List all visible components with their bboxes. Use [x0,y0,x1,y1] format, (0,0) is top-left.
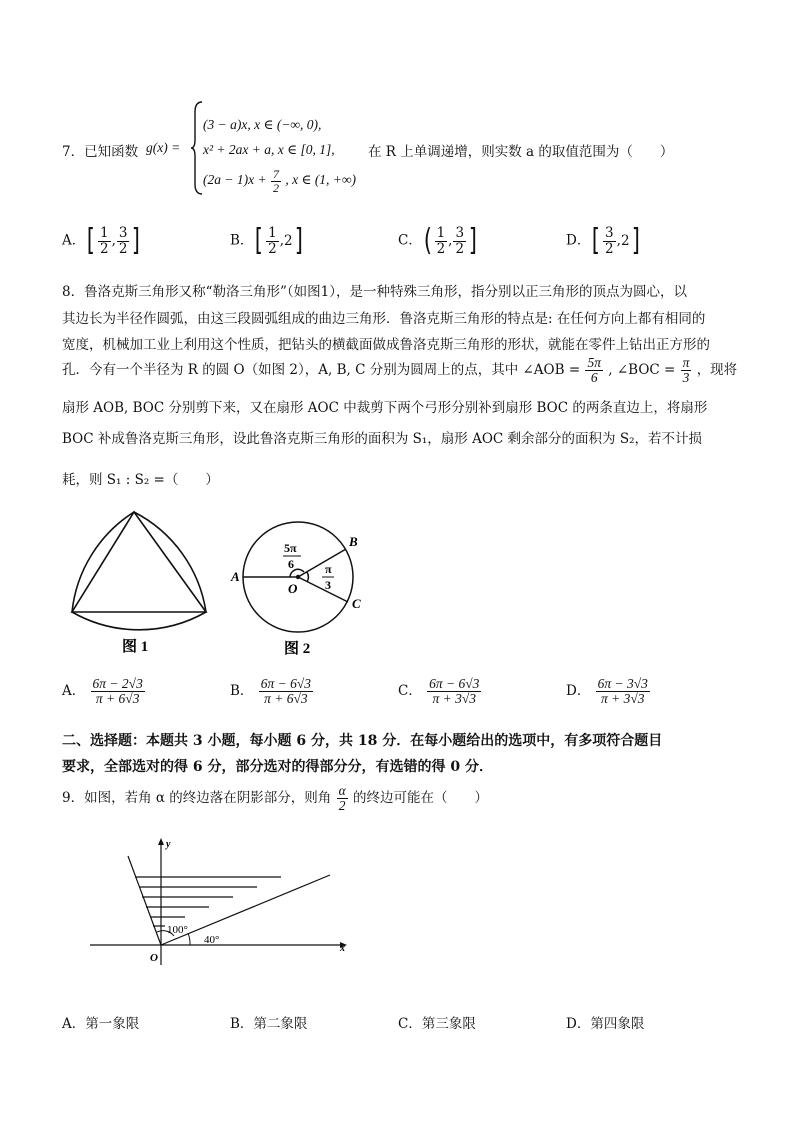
option-label: B． [230,1016,254,1032]
frac [427,677,481,706]
q7-piece-3-den: 2 [272,180,279,195]
option-label: A． [62,683,86,700]
option-label: C． [398,1016,422,1032]
frac [91,677,145,706]
num: 5π [587,355,601,370]
figure-1-reuleaux-triangle [60,500,220,660]
q9-text-b: 的终边可能在（ ） [352,790,488,807]
option-label: C． [398,683,422,700]
bracket-close: ] [132,223,141,258]
q7-option-d[interactable]: D．[ $\frac{3}{2}$ ,2] [566,223,640,258]
q9-option-c[interactable] [398,1012,476,1032]
value: 2 [620,233,630,249]
value: 2 [284,233,293,249]
option-text: 第二象限 [253,1016,308,1032]
den: 2 [268,240,277,257]
bracket-open: [ [592,223,601,258]
frac [603,226,616,255]
num: 6π − 6√3 [429,676,480,691]
q9-option-a[interactable] [62,1012,139,1032]
q8-option-a[interactable] [62,677,146,706]
q9-text-a: 9．如图，若角 α 的终边落在阴影部分，则角 [62,790,332,807]
option-label: C． [398,232,422,249]
num: 6π − 3√3 [597,676,648,691]
den: 2 [436,240,446,257]
section-2-line-1: 二、选择题：本题共 3 小题，每小题 6 分，共 18 分．在每小题给出的选项中，有多项符合题目 [62,733,663,749]
frac [266,226,279,255]
q8-line-3: 宽度，机械加工业上利用这个性质，把钻头的横截面做成鲁洛克斯三角形的形状，就能在零件上钻出正方形的 [62,337,710,353]
q8-line-5: 扇形 AOB, BOC 分别剪下来，又在扇形 AOC 中裁剪下两个弓形分别补到扇形 BOC 的两条直边上，将扇形 [62,400,708,416]
figure-2-caption: 图 2 [284,641,311,657]
den: 2 [605,240,614,257]
den: π + 3√3 [427,691,481,706]
q7-option-b[interactable]: B．[ $\frac{1}{2}$ ,2] [230,223,303,258]
radius-oc [298,577,348,602]
q8-line-2: 其边长为半径作圆弧，由这三段圆弧组成的曲边三角形．鲁洛克斯三角形的特点是: 在任何方向上都有相同的 [62,311,706,327]
label-b: B [349,534,358,549]
q7-piece-3-coef: (2a − 1)x + [203,172,267,188]
den: π + 6√3 [259,691,313,706]
den: 6 [585,370,603,385]
left-brace-icon [190,100,204,196]
option-label: D． [566,683,591,700]
q8-line-1: 8．鲁洛克斯三角形又称“勒洛三角形”（如图1），是一种特殊三角形，指分别以正三角形的顶点为圆心，以 [62,284,687,300]
q7-option-a[interactable]: A．[ $\frac{1}{2}$ , $\frac{3}{2}$ ] [62,223,141,258]
q9-half-alpha-frac [337,784,348,813]
q8-line-4-b: , ∠BOC = [608,362,676,379]
q9-option-b[interactable] [230,1012,307,1032]
angle-boc-den: 3 [325,578,331,592]
option-text: 第四象限 [590,1016,645,1032]
num: 6π − 2√3 [92,676,143,691]
frac [117,226,130,255]
figure-2-circle [228,515,388,660]
frac [98,226,111,255]
bracket-open: [ [255,223,264,258]
ray-100-degrees [128,856,161,945]
den: π + 6√3 [91,691,145,706]
q7-piece-1: (3 − a)x, x ∈ (−∞, 0), [203,117,322,132]
q7-piece-3-fraction [271,168,281,194]
q7-suffix: 在 R 上单调递增，则实数 a 的取值范围为（ ） [368,144,674,160]
label-a: A [231,569,240,584]
figure-1-caption: 图 1 [122,639,149,655]
num: α [338,783,346,798]
q7-piece-3-num: 7 [272,167,279,181]
angle-aob-den: 6 [288,557,294,571]
den: 2 [99,240,109,257]
q7-piece-3-domain: , x ∈ (1, +∞) [285,172,357,188]
q8-angle-aob-frac [585,356,603,385]
den: 3 [681,370,692,385]
bracket-open: [ [87,223,96,258]
num: 3 [605,225,614,242]
q7-piece-2: x² + 2ax + a, x ∈ [0, 1], [203,142,335,157]
q7-func-name: g(x) = [146,140,181,155]
inner-triangle [72,512,206,612]
center-point [296,575,300,579]
bracket-close: ] [631,223,640,258]
bracket-close: ] [468,223,478,258]
option-text: 第三象限 [421,1016,476,1032]
q7-option-c[interactable]: C．( $\frac{1}{2}$ , $\frac{3}{2}$ ] [398,223,478,258]
option-label: A． [62,232,86,249]
frac [596,677,650,706]
frac [259,677,313,706]
q9-option-d[interactable] [566,1012,644,1032]
frac [435,226,448,255]
q8-line-4-c: ，现将 [696,362,738,379]
radius-ob [298,549,346,577]
q9-figure-angle-region [85,835,355,970]
bracket-open: ( [423,223,432,258]
option-label: A． [62,1016,86,1032]
option-label: B． [230,683,254,700]
frac [453,226,466,255]
angle-boc-arc [307,572,308,582]
q8-line-4 [62,356,737,385]
q7-piece-3 [203,168,356,194]
q8-angle-boc-frac [681,356,692,385]
angle-aob-num: 5π [284,541,297,555]
y-axis-arrow-icon [158,838,164,845]
num: 3 [118,225,128,242]
q8-option-c[interactable] [398,677,482,706]
label-o: O [288,581,298,596]
option-label: B． [230,232,254,249]
label-c: C [352,596,361,611]
q8-option-b[interactable] [230,677,314,706]
option-label: D． [566,1016,591,1032]
angle-boc-num: π [325,562,332,576]
den: 2 [455,240,465,257]
label-40-degrees: 40° [204,934,220,946]
label-100-degrees: 100° [167,924,188,936]
num: 1 [268,225,277,242]
q8-line-4-a: 孔．今有一个半径为 R 的圆 O（如图 2），A, B, C 分别为圆周上的点，其中 ∠AOB = [62,362,581,379]
label-x: x [340,943,345,954]
num: 1 [99,225,109,242]
num: 3 [455,225,465,242]
q8-line-7: 耗，则 S₁ : S₂ =（ ） [62,472,219,488]
num: π [682,355,690,370]
label-y: y [166,839,171,850]
q9-stem [62,784,488,813]
option-text: 第一象限 [85,1016,140,1032]
bracket-close: ] [294,223,303,258]
section-2-line-2: 要求，全部选对的得 6 分，部分选对的得部分分，有选错的得 0 分． [62,759,493,775]
q8-line-6: BOC 补成鲁洛克斯三角形，设此鲁洛克斯三角形的面积为 S₁，扇形 AOC 剩余部分的面积为 S₂，若不计损 [62,431,702,447]
num: 6π − 6√3 [260,676,312,691]
q8-option-d[interactable] [566,677,651,706]
option-label: D． [566,232,591,249]
den: 2 [118,240,128,257]
q7-prefix: 7．已知函数 [62,144,139,160]
label-o: O [150,952,158,964]
den: 2 [337,798,348,813]
num: 1 [436,225,446,242]
den: π + 3√3 [596,691,650,706]
